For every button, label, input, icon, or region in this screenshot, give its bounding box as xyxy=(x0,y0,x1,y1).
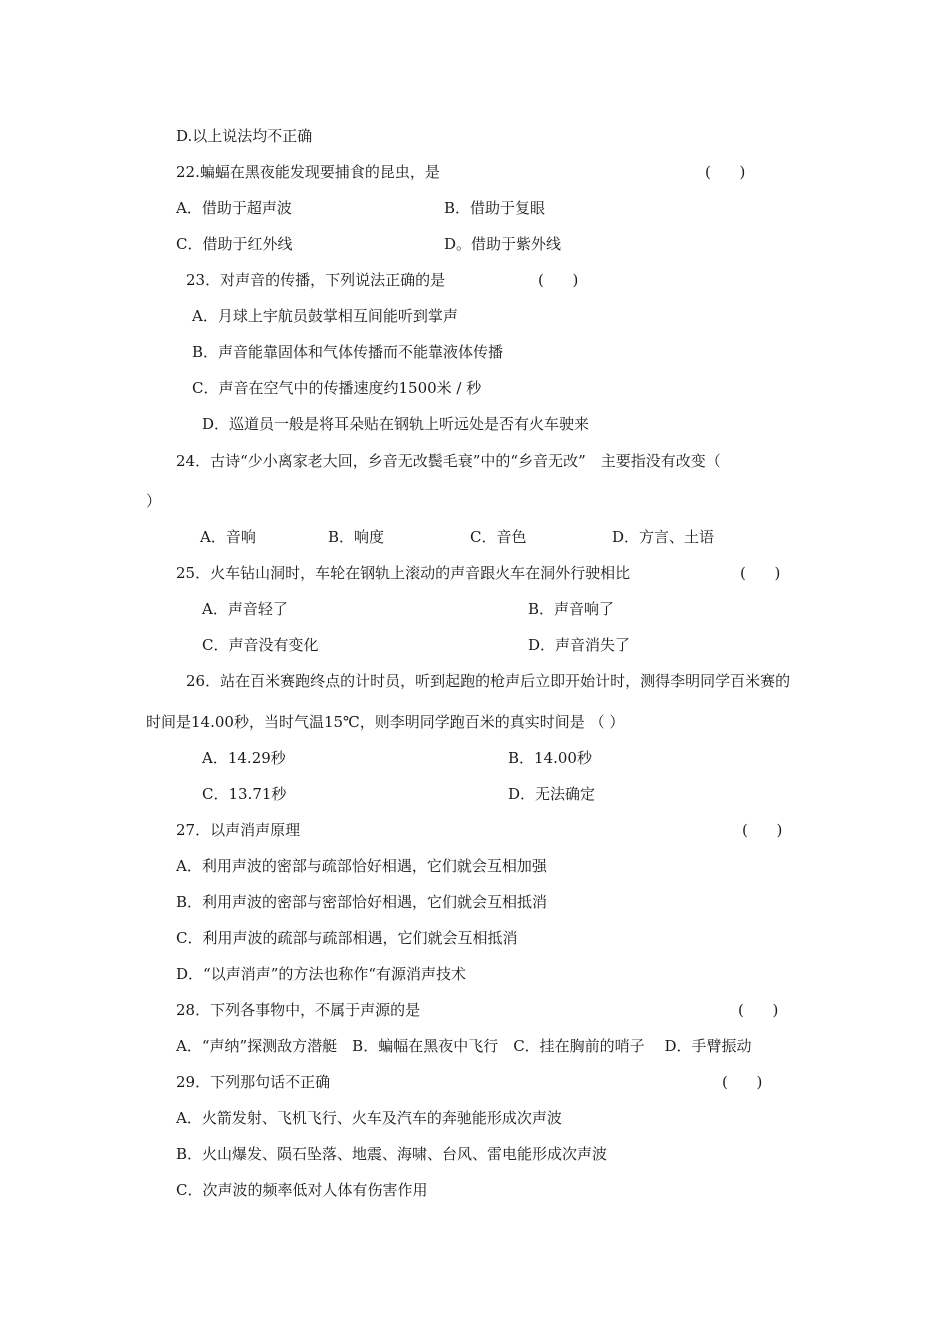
q25-option-a: A．声音轻了 xyxy=(202,600,288,618)
question-26: 26．站在百米赛跑终点的计时员，听到起跑的枪声后立即开始计时，测得李明同学百米赛的 xyxy=(186,672,791,690)
question-24: 24．古诗“少小离家老大回，乡音无改鬓毛衰”中的“乡音无改” 主要指没有改变（ xyxy=(176,452,721,470)
answer-blank-22: ( ) xyxy=(705,163,746,181)
question-25: 25．火车钻山洞时，车轮在钢轨上滚动的声音跟火车在洞外行驶相比 xyxy=(176,564,631,582)
q28-options: A．“声纳”探测敌方潜艇 B．蝙幅在黑夜中飞行 C．挂在胸前的哨子 D．手臂振动 xyxy=(176,1037,752,1055)
q22-option-a: A．借助于超声波 xyxy=(176,199,292,217)
question-24-continued: ） xyxy=(146,492,162,510)
answer-blank-27: ( ) xyxy=(742,821,783,839)
q29-option-b: B．火山爆发、陨石坠落、地震、海啸、台风、雷电能形成次声波 xyxy=(176,1145,608,1163)
q27-option-a: A．利用声波的密部与疏部恰好相遇，它们就会互相加强 xyxy=(176,857,547,875)
q26-option-d: D．无法确定 xyxy=(508,785,596,803)
q24-option-b: B．响度 xyxy=(328,528,385,546)
q22-option-b: B．借助于复眼 xyxy=(444,199,546,217)
q23-option-c: C．声音在空气中的传播速度约1500米 / 秒 xyxy=(192,379,482,397)
question-26-continued: 时间是14.00秒，当时气温15℃，则李明同学跑百米的真实时间是 （ ） xyxy=(146,713,625,731)
q25-option-b: B．声音响了 xyxy=(528,600,615,618)
answer-blank-23: ( ) xyxy=(538,271,579,289)
question-29: 29．下列那句话不正确 xyxy=(176,1073,331,1091)
question-23: 23．对声音的传播，下列说法正确的是 xyxy=(186,271,446,289)
question-27: 27．以声消声原理 xyxy=(176,821,301,839)
answer-blank-29: ( ) xyxy=(722,1073,763,1091)
question-28: 28．下列各事物中，不属于声源的是 xyxy=(176,1001,421,1019)
q23-option-a: A．月球上宇航员鼓掌相互间能听到掌声 xyxy=(192,307,458,325)
q29-option-c: C．次声波的频率低对人体有伤害作用 xyxy=(176,1181,428,1199)
q27-option-b: B．利用声波的密部与密部恰好相遇，它们就会互相抵消 xyxy=(176,893,548,911)
question-22: 22.蝙蝠在黑夜能发现要捕食的昆虫，是 xyxy=(176,163,440,181)
q26-option-a: A．14.29秒 xyxy=(202,749,286,767)
answer-blank-28: ( ) xyxy=(738,1001,779,1019)
q27-option-c: C．利用声波的疏部与疏部相遇，它们就会互相抵消 xyxy=(176,929,518,947)
q26-option-b: B．14.00秒 xyxy=(508,749,592,767)
q29-option-a: A．火箭发射、飞机飞行、火车及汽车的奔驰能形成次声波 xyxy=(176,1109,562,1127)
answer-blank-25: ( ) xyxy=(740,564,781,582)
q25-option-c: C．声音没有变化 xyxy=(202,636,319,654)
q24-option-a: A．音响 xyxy=(200,528,256,546)
option-d-prev: D.以上说法均不正确 xyxy=(176,127,313,145)
q22-option-c: C．借助于红外线 xyxy=(176,235,293,253)
q23-option-d: D．巡道员一般是将耳朵贴在钢轨上听远处是否有火车驶来 xyxy=(202,415,590,433)
q23-option-b: B．声音能靠固体和气体传播而不能靠液体传播 xyxy=(192,343,504,361)
q22-option-d: D。借助于紫外线 xyxy=(444,235,562,253)
q24-option-c: C．音色 xyxy=(470,528,527,546)
q27-option-d: D．“以声消声”的方法也称作“有源消声技术 xyxy=(176,965,467,983)
q26-option-c: C．13.71秒 xyxy=(202,785,287,803)
q24-option-d: D．方言、土语 xyxy=(612,528,715,546)
q25-option-d: D．声音消失了 xyxy=(528,636,631,654)
